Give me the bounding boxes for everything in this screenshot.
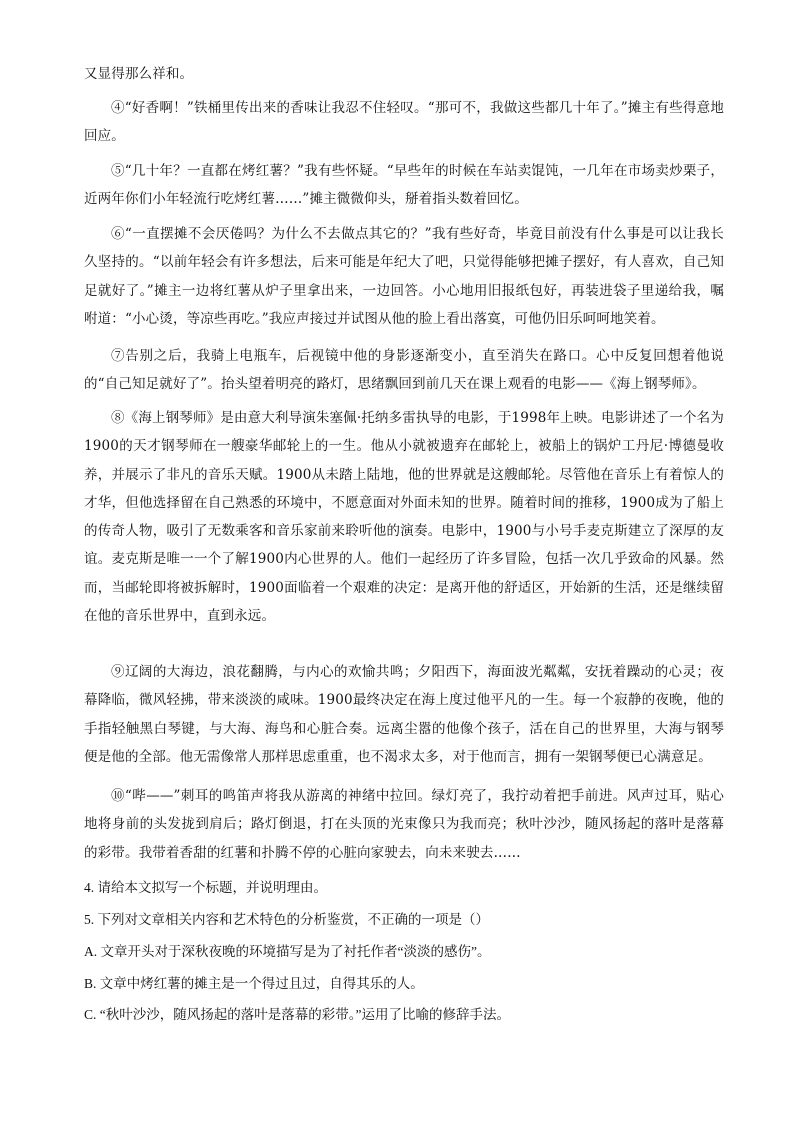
question-4: 4. 请给本文拟写一个标题，并说明理由。 [84, 880, 327, 895]
passage-paragraph-8: ⑧《海上钢琴师》是由意大利导演朱塞佩·托纳多雷执导的电影，于1998年上映。电影讲述了一个名为1900的天才钢琴师在一艘豪华邮轮上的一生。他从小就被遗弃在邮轮上，被船上的锅炉工丹尼·博德曼收养，并展示了非凡的音乐天赋。1900从未踏上陆地，他的世界就是这艘邮轮。尽管他在音乐上有着惊人的才华，但他选择留在自己熟悉的环境中，不愿意面对外面未知的世界。随着时间的推移，1900成为了船上的传奇人物，吸引了无数乘客和音乐家前来聆听他的演奏。电影中，1900与小号手麦克斯建立了深厚的友谊。麦克斯是唯一一个了解1900内心世界的人。他们一起经历了许多冒险，包括一次几乎致命的风暴。然而，当邮轮即将被拆解时，1900面临着一个艰难的决定：是离开他的舒适区，开始新的生活，还是继续留在他的音乐世界中，直到永远。 [84, 410, 724, 625]
passage-paragraph-5: ⑤“几十年？一直都在烤红薯？”我有些怀疑。“早些年的时候在车站卖馄饨，一几年在市场卖炒栗子，近两年你们小年轻流行吃烤红薯……”摊主微微仰头，掰着指头数着回忆。 [84, 163, 724, 208]
passage-paragraph-10: ⑩“哔——”刺耳的鸣笛声将我从游离的神绪中拉回。绿灯亮了，我拧动着把手前进。风声过耳，贴心地将身前的头发拢到肩后；路灯倒退，打在头顶的光束像只为我而亮；秋叶沙沙，随风扬起的落叶是落幕的彩带。我带着香甜的红薯和扑腾不停的心脏向家驶去，向未来驶去…… [84, 788, 724, 861]
passage-paragraph-7: ⑦告别之后，我骑上电瓶车，后视镜中他的身影逐渐变小，直至消失在路口。心中反复回想着他说的“自己知足就好了”。抬头望着明亮的路灯，思绪飘回到前几天在课上观看的电影——《海上钢琴师》。 [84, 348, 724, 393]
passage-paragraph-4: ④“好香啊！”铁桶里传出来的香味让我忍不住轻叹。“那可不，我做这些都几十年了。”摊主有些得意地回应。 [84, 100, 724, 145]
question-5: 5. 下列对文章相关内容和艺术特色的分析鉴赏，不正确的一项是（） [84, 912, 489, 927]
passage-paragraph-9: ⑨辽阔的大海边，浪花翻腾，与内心的欢愉共鸣；夕阳西下，海面波光粼粼，安抚着躁动的心灵；夜幕降临，微风轻拂，带来淡淡的咸味。1900最终决定在海上度过他平凡的一生。每一个寂静的夜晚，他的手指轻触黑白琴键，与大海、海鸟和心脏合奏。远离尘嚣的他像个孩子，活在自己的世界里，大海与钢琴便是他的全部。他无需像常人那样思虑重重，也不渴求太多，对于他而言，拥有一架钢琴便已心满意足。 [84, 664, 724, 765]
question-5-option-c: C. “秋叶沙沙，随风扬起的落叶是落幕的彩带。”运用了比喻的修辞手法。 [84, 1007, 510, 1022]
question-5-option-a: A. 文章开头对于深秋夜晚的环境描写是为了衬托作者“淡淡的感伤”。 [84, 944, 491, 959]
question-5-option-b: B. 文章中烤红薯的摊主是一个得过且过，自得其乐的人。 [84, 976, 424, 991]
passage-paragraph-continued: 又显得那么祥和。 [84, 66, 194, 82]
passage-paragraph-6: ⑥“一直摆摊不会厌倦吗？为什么不去做点其它的？”我有些好奇，毕竟目前没有什么事是可以让我长久坚持的。“以前年轻会有许多想法，后来可能是年纪大了吧，只觉得能够把摊子摆好，有人喜欢，自己知足就好了。”摊主一边将红薯从炉子里拿出来，一边回答。小心地用旧报纸包好，再装进袋子里递给我，嘱咐道：“小心烫，等凉些再吃。”我应声接过并试图从他的脸上看出落寞，可他仍旧乐呵呵地笑着。 [84, 226, 724, 327]
